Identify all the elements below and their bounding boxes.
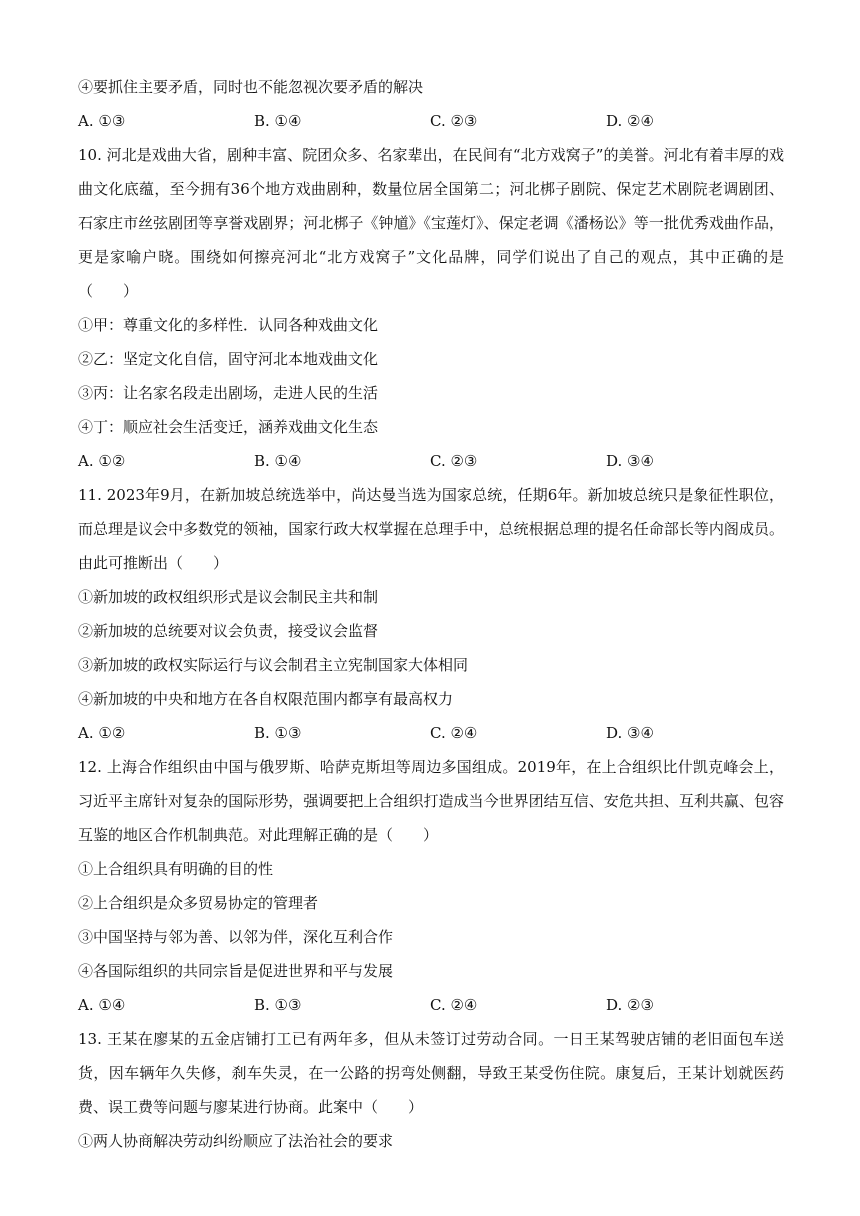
q10-option-d: D. ③④ [606, 452, 654, 470]
q12-item-2: ②上合组织是众多贸易协定的管理者 [78, 894, 319, 912]
q12-item-1: ①上合组织具有明确的目的性 [78, 860, 274, 878]
q13-item-1: ①两人协商解决劳动纠纷顺应了法治社会的要求 [78, 1132, 394, 1150]
q12-option-a: A. ①④ [78, 996, 126, 1014]
q12-item-3: ③中国坚持与邻为善、以邻为伴，深化互利合作 [78, 928, 394, 946]
q13-stem: 13. 王某在廖某的五金店铺打工已有两年多，但从未签订过劳动合同。一日王某驾驶店铺的老旧面包车送货，因车辆年久失修，刹车失灵，在一公路的拐弯处侧翻，导致王某受伤住院。康复后，王某计划就医药费、误工费等问题与廖某进行协商。此案中（ ） [78, 1030, 784, 1116]
q12-option-c: C. ②④ [430, 996, 478, 1014]
q12-option-d: D. ②③ [606, 996, 654, 1014]
q12-options [78, 988, 784, 1022]
q9-option-d: D. ②④ [606, 112, 654, 130]
q9-item-4: ④要抓住主要矛盾，同时也不能忽视次要矛盾的解决 [78, 78, 424, 96]
exam-page [78, 70, 784, 1158]
q10-item-3: ③丙：让名家名段走出剧场，走进人民的生活 [78, 384, 379, 402]
q11-options [78, 716, 784, 750]
q10-item-1: ①甲：尊重文化的多样性．认同各种戏曲文化 [78, 316, 379, 334]
q11-item-3: ③新加坡的政权实际运行与议会制君主立宪制国家大体相同 [78, 656, 469, 674]
q10-item-4: ④丁：顺应社会生活变迁，涵养戏曲文化生态 [78, 418, 379, 436]
q11-item-4: ④新加坡的中央和地方在各自权限范围内都享有最高权力 [78, 690, 454, 708]
q9-options [78, 104, 784, 138]
q9-option-a: A. ①③ [78, 112, 126, 130]
q11-item-1: ①新加坡的政权组织形式是议会制民主共和制 [78, 588, 379, 606]
q10-options [78, 444, 784, 478]
q11-option-b: B. ①③ [254, 724, 302, 742]
q10-option-c: C. ②③ [430, 452, 478, 470]
q11-item-2: ②新加坡的总统要对议会负责，接受议会监督 [78, 622, 379, 640]
q10-item-2: ②乙：坚定文化自信，固守河北本地戏曲文化 [78, 350, 379, 368]
q11-stem: 11. 2023年9月，在新加坡总统选举中，尚达曼当选为国家总统，任期6年。新加坡总统只是象征性职位，而总理是议会中多数党的领袖，国家行政大权掌握在总理手中，总统根据总理的提名任命部长等内阁成员。由此可推断出（ ） [78, 486, 784, 572]
q12-stem: 12. 上海合作组织由中国与俄罗斯、哈萨克斯坦等周边多国组成。2019年，在上合组织比什凯克峰会上，习近平主席针对复杂的国际形势，强调要把上合组织打造成当今世界团结互信、安危共担、互利共赢、包容互鉴的地区合作机制典范。对此理解正确的是（ ） [78, 758, 784, 844]
q11-option-a: A. ①② [78, 724, 126, 742]
q11-option-d: D. ③④ [606, 724, 654, 742]
q10-option-b: B. ①④ [254, 452, 302, 470]
q11-option-c: C. ②④ [430, 724, 478, 742]
q12-item-4: ④各国际组织的共同宗旨是促进世界和平与发展 [78, 962, 394, 980]
q10-option-a: A. ①② [78, 452, 126, 470]
q9-option-b: B. ①④ [254, 112, 302, 130]
q10-stem: 10. 河北是戏曲大省，剧种丰富、院团众多、名家辈出，在民间有“北方戏窝子”的美誉。河北有着丰厚的戏曲文化底蕴，至今拥有36个地方戏曲剧种，数量位居全国第二；河北梆子剧院、保定艺术剧院老调剧团、石家庄市丝弦剧团等享誉戏剧界；河北梆子《钟馗》《宝莲灯》、保定老调《潘杨讼》等一批优秀戏曲作品，更是家喻户晓。围绕如何擦亮河北“北方戏窝子”文化品牌，同学们说出了自己的观点，其中正确的是（ ） [78, 146, 784, 300]
q9-option-c: C. ②③ [430, 112, 478, 130]
q12-option-b: B. ①③ [254, 996, 302, 1014]
